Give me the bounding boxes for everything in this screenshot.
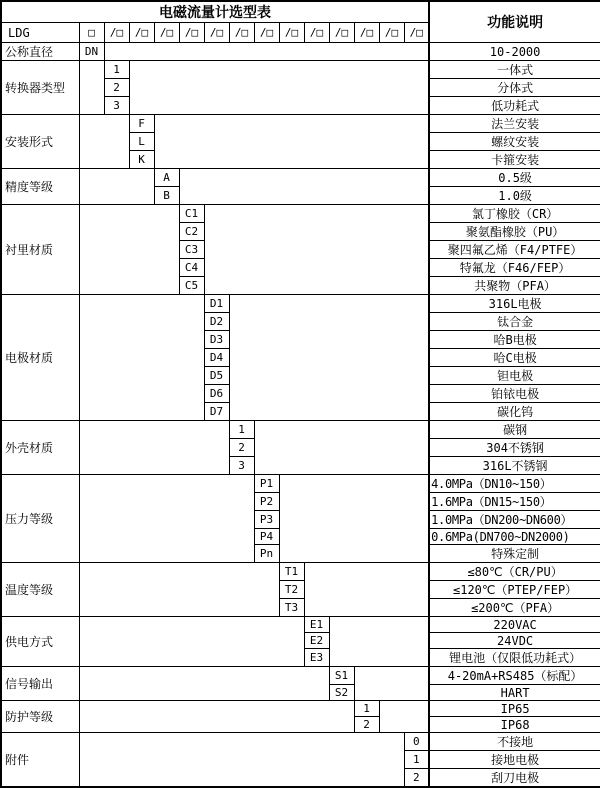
filler-left: [79, 421, 229, 439]
filler-left: [79, 187, 154, 205]
code-cell: C2: [179, 223, 204, 241]
description-cell: 不接地: [429, 733, 600, 751]
code-cell: D1: [204, 295, 229, 313]
filler-right: [204, 205, 429, 223]
description-cell: 分体式: [429, 79, 600, 97]
model-slot-box: /□: [179, 23, 204, 43]
code-cell: A: [154, 169, 179, 187]
table-title: 电磁流量计选型表: [1, 1, 429, 23]
filler-left: [79, 331, 204, 349]
filler-right: [304, 563, 429, 581]
filler-right: [204, 223, 429, 241]
code-cell: 1: [229, 421, 254, 439]
code-cell: L: [129, 133, 154, 151]
description-cell: 1.6MPa（DN15~150）: [429, 493, 600, 511]
filler-left: [79, 581, 279, 599]
model-slot-box: /□: [104, 23, 129, 43]
code-cell: 2: [404, 769, 429, 788]
filler-right: [154, 115, 429, 133]
filler-left: [79, 151, 129, 169]
filler-right: [204, 277, 429, 295]
description-cell: 4-20mA+RS485（标配）: [429, 667, 600, 685]
code-cell: D7: [204, 403, 229, 421]
model-slot-box: /□: [329, 23, 354, 43]
filler-right: [129, 97, 429, 115]
filler-left: [79, 61, 104, 79]
description-cell: IP65: [429, 701, 600, 717]
filler-left: [79, 313, 204, 331]
description-cell: 刮刀电极: [429, 769, 600, 788]
filler-left: [79, 493, 254, 511]
filler-right: [279, 529, 429, 545]
description-cell: IP68: [429, 717, 600, 733]
filler-right: [154, 133, 429, 151]
filler-right: [379, 717, 429, 733]
code-cell: 3: [104, 97, 129, 115]
filler-left: [79, 475, 254, 493]
code-cell: 2: [104, 79, 129, 97]
code-cell: P3: [254, 511, 279, 529]
filler-left: [79, 751, 404, 769]
code-cell: S2: [329, 685, 354, 701]
filler-right: [354, 667, 429, 685]
description-cell: 锂电池（仅限低功耗式）: [429, 649, 600, 667]
category-label: 压力等级: [1, 475, 79, 563]
description-cell: 0.6MPa(DN700~DN2000): [429, 529, 600, 545]
filler-right: [204, 241, 429, 259]
model-slot-box: /□: [379, 23, 404, 43]
filler-left: [79, 457, 229, 475]
filler-left: [79, 133, 129, 151]
code-cell: T2: [279, 581, 304, 599]
filler-right: [229, 403, 429, 421]
filler-right: [379, 701, 429, 717]
category-label: 防护等级: [1, 701, 79, 733]
filler-left: [79, 599, 279, 617]
code-cell: K: [129, 151, 154, 169]
filler-right: [229, 349, 429, 367]
description-cell: 聚四氟乙烯（F4/PTFE）: [429, 241, 600, 259]
description-cell: 铂铱电极: [429, 385, 600, 403]
code-cell: D5: [204, 367, 229, 385]
description-cell: 法兰安装: [429, 115, 600, 133]
description-cell: 10-2000: [429, 43, 600, 61]
description-cell: ≤120℃（PTEP/FEP）: [429, 581, 600, 599]
filler-left: [79, 649, 304, 667]
description-cell: 316L不锈钢: [429, 457, 600, 475]
filler-left: [79, 277, 179, 295]
filler-left: [79, 115, 129, 133]
code-cell: C3: [179, 241, 204, 259]
filler-left: [79, 439, 229, 457]
description-cell: 氯丁橡胶（CR）: [429, 205, 600, 223]
description-cell: 碳化钨: [429, 403, 600, 421]
filler-left: [79, 617, 304, 633]
category-label: 公称直径: [1, 43, 79, 61]
category-label: 精度等级: [1, 169, 79, 205]
model-slot-box: /□: [304, 23, 329, 43]
filler-left: [79, 685, 329, 701]
filler-left: [79, 769, 404, 788]
description-cell: 卡箍安装: [429, 151, 600, 169]
filler-left: [79, 223, 179, 241]
filler-right: [229, 295, 429, 313]
description-cell: 220VAC: [429, 617, 600, 633]
code-cell: C5: [179, 277, 204, 295]
code-cell: E2: [304, 633, 329, 649]
filler-left: [79, 259, 179, 277]
filler-right: [229, 385, 429, 403]
model-slot-box: /□: [254, 23, 279, 43]
filler-left: [79, 295, 204, 313]
filler-right: [354, 685, 429, 701]
filler-right: [304, 599, 429, 617]
filler-right: [279, 493, 429, 511]
category-label: 电极材质: [1, 295, 79, 421]
filler-right: [329, 649, 429, 667]
filler-left: [79, 529, 254, 545]
category-label: 附件: [1, 733, 79, 788]
filler-left: [79, 633, 304, 649]
model-slot-box: /□: [204, 23, 229, 43]
code-cell: 1: [104, 61, 129, 79]
code-cell: F: [129, 115, 154, 133]
filler-right: [254, 421, 429, 439]
filler-left: [79, 385, 204, 403]
filler-left: [79, 205, 179, 223]
code-cell: 1: [404, 751, 429, 769]
filler-right: [329, 633, 429, 649]
category-label: 外壳材质: [1, 421, 79, 475]
description-cell: 特氟龙（F46/FEP）: [429, 259, 600, 277]
description-cell: ≤200℃（PFA）: [429, 599, 600, 617]
description-cell: 螺纹安装: [429, 133, 600, 151]
function-column-header: 功能说明: [429, 1, 600, 43]
model-slot-box: /□: [404, 23, 429, 43]
model-first-box: □: [79, 23, 104, 43]
category-label: 信号输出: [1, 667, 79, 701]
description-cell: HART: [429, 685, 600, 701]
filler-left: [79, 367, 204, 385]
filler-left: [79, 349, 204, 367]
filler-left: [79, 169, 154, 187]
model-prefix: LDG: [1, 23, 79, 43]
model-slot-box: /□: [354, 23, 379, 43]
code-cell: P2: [254, 493, 279, 511]
description-cell: 哈C电极: [429, 349, 600, 367]
description-cell: 304不锈钢: [429, 439, 600, 457]
filler-right: [254, 439, 429, 457]
description-cell: 钽电极: [429, 367, 600, 385]
filler-left: [79, 717, 354, 733]
filler-right: [229, 313, 429, 331]
code-cell: P4: [254, 529, 279, 545]
filler-left: [79, 511, 254, 529]
filler-left: [79, 563, 279, 581]
code-cell: 3: [229, 457, 254, 475]
code-cell: 2: [229, 439, 254, 457]
description-cell: 24VDC: [429, 633, 600, 649]
filler-right: [129, 79, 429, 97]
description-cell: 316L电极: [429, 295, 600, 313]
code-cell: 0: [404, 733, 429, 751]
filler-right: [204, 259, 429, 277]
category-label: 安装形式: [1, 115, 79, 169]
filler-right: [279, 511, 429, 529]
filler-left: [79, 403, 204, 421]
model-slot-box: /□: [129, 23, 154, 43]
description-cell: 碳钢: [429, 421, 600, 439]
code-cell: C4: [179, 259, 204, 277]
code-cell: T1: [279, 563, 304, 581]
description-cell: 接地电极: [429, 751, 600, 769]
description-cell: 0.5级: [429, 169, 600, 187]
filler-left: [79, 545, 254, 563]
filler-left: [79, 97, 104, 115]
code-cell: D6: [204, 385, 229, 403]
code-cell: E3: [304, 649, 329, 667]
filler-left: [79, 667, 329, 685]
description-cell: 聚氨酯橡胶（PU）: [429, 223, 600, 241]
filler-right: [129, 61, 429, 79]
description-cell: 钛合金: [429, 313, 600, 331]
code-cell: B: [154, 187, 179, 205]
description-cell: 4.0MPa（DN10~150）: [429, 475, 600, 493]
code-cell: P1: [254, 475, 279, 493]
filler-right: [304, 581, 429, 599]
filler-right: [279, 475, 429, 493]
description-cell: 低功耗式: [429, 97, 600, 115]
description-cell: 共聚物（PFA）: [429, 277, 600, 295]
code-cell: DN: [79, 43, 104, 61]
code-cell: S1: [329, 667, 354, 685]
code-cell: T3: [279, 599, 304, 617]
code-cell: D3: [204, 331, 229, 349]
category-label: 温度等级: [1, 563, 79, 617]
category-label: 衬里材质: [1, 205, 79, 295]
model-slot-box: /□: [279, 23, 304, 43]
code-cell: Pn: [254, 545, 279, 563]
description-cell: 1.0MPa（DN200~DN600）: [429, 511, 600, 529]
filler-left: [79, 701, 354, 717]
filler-left: [79, 79, 104, 97]
filler-right: [279, 545, 429, 563]
filler-left: [79, 241, 179, 259]
code-cell: 2: [354, 717, 379, 733]
filler-right: [229, 331, 429, 349]
model-slot-box: /□: [154, 23, 179, 43]
filler-right: [154, 151, 429, 169]
filler-right: [179, 169, 429, 187]
filler-right: [179, 187, 429, 205]
description-cell: 一体式: [429, 61, 600, 79]
code-cell: D2: [204, 313, 229, 331]
filler-right: [254, 457, 429, 475]
description-cell: ≤80℃（CR/PU）: [429, 563, 600, 581]
code-cell: C1: [179, 205, 204, 223]
description-cell: 特殊定制: [429, 545, 600, 563]
filler-right: [104, 43, 429, 61]
filler-left: [79, 733, 404, 751]
category-label: 转换器类型: [1, 61, 79, 115]
description-cell: 哈B电极: [429, 331, 600, 349]
description-cell: 1.0级: [429, 187, 600, 205]
filler-right: [329, 617, 429, 633]
filler-right: [229, 367, 429, 385]
code-cell: E1: [304, 617, 329, 633]
code-cell: D4: [204, 349, 229, 367]
category-label: 供电方式: [1, 617, 79, 667]
code-cell: 1: [354, 701, 379, 717]
model-slot-box: /□: [229, 23, 254, 43]
